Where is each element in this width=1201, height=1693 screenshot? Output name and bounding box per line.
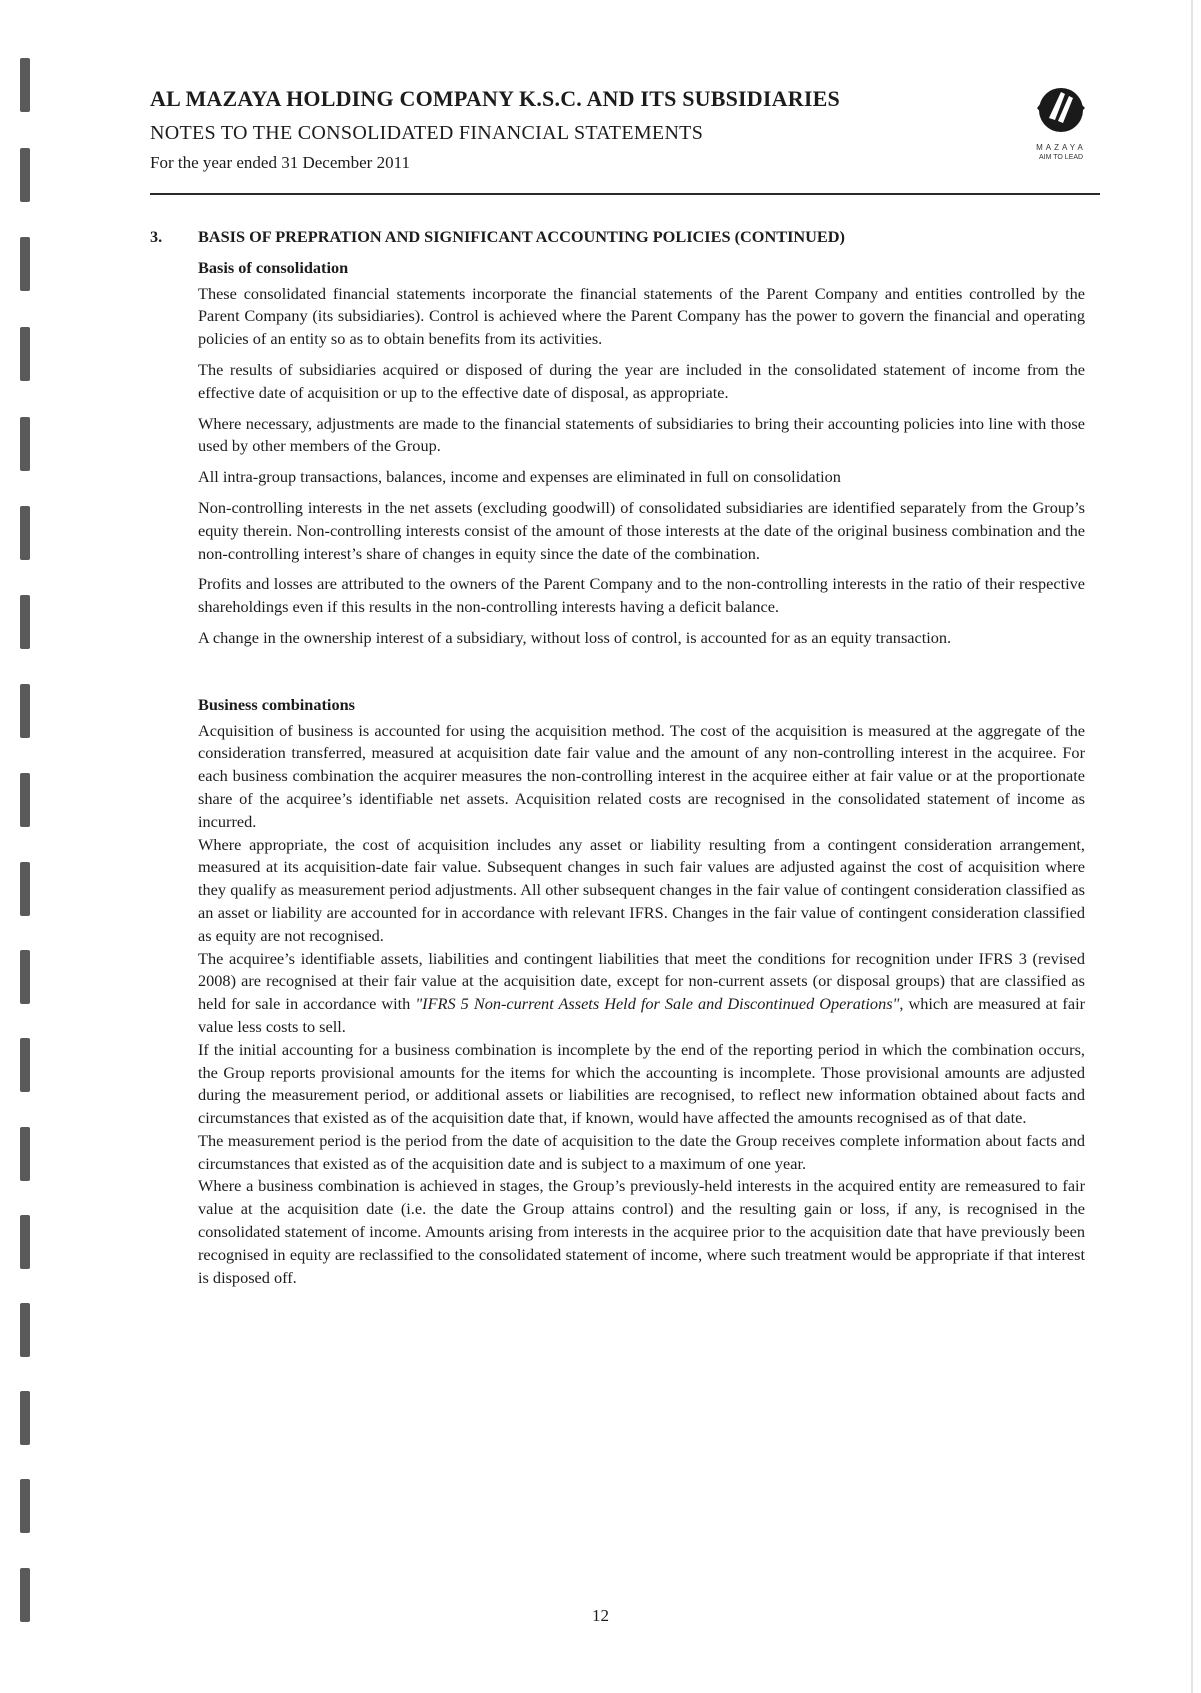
header-rule <box>150 193 1100 195</box>
binding-hole <box>20 148 30 202</box>
binding-holes <box>20 40 32 1680</box>
paragraph: Where a business combination is achieved in stages, the Group’s previously-held interests in the acquired entity are remeasured to fair value at the acquisition date (i.e. the date the Group attains control) and the resulting gain or loss, if any, is recognised in the consolidated statement of income. Amounts arising from interests in the acquiree prior to the acquisition date that have previously been recognised in equity are reclassified to the consolidated statement of income, where such treatment would be appropriate if that interest is disposed off. <box>198 1176 1085 1287</box>
binding-hole <box>20 684 30 738</box>
section-title <box>150 226 1085 249</box>
binding-hole <box>20 506 30 560</box>
section-number: 3. <box>150 227 163 246</box>
binding-hole <box>20 417 30 471</box>
paragraph: The results of subsidiaries acquired or disposed of during the year are included in the consolidated statement of income from the effective date of acquisition or up to the effective date of disposal, as appropriate. <box>198 359 1085 402</box>
mazaya-logo <box>1022 78 1100 178</box>
section-body <box>150 257 1085 1290</box>
binding-hole <box>20 1215 30 1269</box>
paragraph <box>198 948 1085 1039</box>
paragraph: Where appropriate, the cost of acquisition includes any asset or liability resulting from a contingent consideration arrangement, measured at its acquisition-date fair value. Subsequent changes in such fair values are adjusted against the cost of acquisition where they qualify as measurement period adjustments. All other subsequent changes in the fair value of contingent consideration classified as an asset or liability are accounted for in accordance with relevant IFRS. Changes in the fair value of contingent consideration classified as equity are not recognised. <box>198 834 1085 945</box>
logo-tagline: AIM TO LEAD <box>1038 154 1084 161</box>
paragraph: Acquisition of business is accounted for using the acquisition method. The cost of the acquisition is measured at the aggregate of the consideration transferred, measured at acquisition date fair value and the amount of any non-controlling interest in the acquiree. For each business combination the acquirer measures the non-controlling interest in the acquiree either at fair value or at the proportionate share of the acquiree’s identifiable net assets. Acquisition related costs are recognised in the consolidated statement of income as incurred. <box>198 720 1085 831</box>
binding-hole <box>20 1303 30 1357</box>
binding-hole <box>20 1038 30 1092</box>
binding-hole <box>20 773 30 827</box>
page-edge <box>1191 0 1193 1693</box>
document-header <box>150 86 1100 173</box>
page-content <box>150 226 1085 1289</box>
paragraph-text: , which are measured at fair value less costs to sell. <box>198 994 1086 1036</box>
paragraph-text: The acquiree’s identifiable assets, liabilities and contingent liabilities that meet the conditions for recognition under IFRS 3 (revised 2008) are recognised at their fair value at the acquisition date, except for non-current assets (or disposal groups) that are classified as held for sale in accordance with <box>198 948 1085 1014</box>
company-name: AL MAZAYA HOLDING COMPANY K.S.C. AND ITS SUBSIDIARIES <box>150 86 840 111</box>
consolidation-heading: Basis of consolidation <box>198 257 349 277</box>
logo-brand: MAZAYA <box>1036 143 1086 152</box>
business-combinations-heading: Business combinations <box>198 694 355 714</box>
paragraph: Profits and losses are attributed to the owners of the Parent Company and to the non-controlling interests in the ratio of their respective shareholdings even if this results in the non-controlling interests having a deficit balance. <box>198 574 1085 617</box>
binding-hole <box>20 237 30 291</box>
ifrs5-reference: "IFRS 5 Non-current Assets Held for Sale and Discontinued Operations" <box>415 994 900 1014</box>
paragraph: Where necessary, adjustments are made to the financial statements of subsidiaries to bring their accounting policies into line with those used by other members of the Group. <box>198 413 1085 456</box>
paragraph: Non-controlling interests in the net assets (excluding goodwill) of consolidated subsidiaries are identified separately from the Group’s equity therein. Non-controlling interests consist of the amount of those interests at the date of the original business combination and the non-controlling interest’s share of changes in equity since the date of the combination. <box>198 497 1085 563</box>
binding-hole <box>20 1127 30 1181</box>
binding-hole <box>20 950 30 1004</box>
reporting-period: For the year ended 31 December 2011 <box>150 153 410 172</box>
binding-hole <box>20 1391 30 1445</box>
business-combinations <box>198 694 1085 1290</box>
paragraph: These consolidated financial statements incorporate the financial statements of the Parent Company and entities controlled by the Parent Company (its subsidiaries). Control is achieved where the Parent Company has the power to govern the financial and operating policies of an entity so as to obtain benefits from its activities. <box>198 283 1085 349</box>
binding-hole <box>20 58 30 112</box>
document-subtitle: NOTES TO THE CONSOLIDATED FINANCIAL STATEMENTS <box>150 122 704 144</box>
binding-hole <box>20 1479 30 1533</box>
paragraph: A change in the ownership interest of a subsidiary, without loss of control, is accounted for as an equity transaction. <box>198 627 952 647</box>
page-number: 12 <box>592 1606 609 1625</box>
binding-hole <box>20 862 30 916</box>
paragraph: If the initial accounting for a business combination is incomplete by the end of the reporting period in which the combination occurs, the Group reports provisional amounts for the items for which the accounting is incomplete. Those provisional amounts are adjusted during the measurement period, or additional assets or liabilities are recognised, to reflect new information obtained about facts and circumstances that existed as of the acquisition date that, if known, would have affected the amounts recognised as of that date. <box>198 1039 1085 1128</box>
binding-hole <box>20 595 30 649</box>
binding-hole <box>20 327 30 381</box>
paragraph: The measurement period is the period from the date of acquisition to the date the Group receives complete information about facts and circumstances that existed as of the acquisition date and is subject to a maximum of one year. <box>198 1130 1085 1173</box>
section-title-text: BASIS OF PREPRATION AND SIGNIFICANT ACCOUNTING POLICIES (CONTINUED) <box>198 227 845 246</box>
paragraph: All intra-group transactions, balances, income and expenses are eliminated in full on consolidation <box>198 467 841 487</box>
mazaya-logo-icon <box>1031 78 1091 138</box>
